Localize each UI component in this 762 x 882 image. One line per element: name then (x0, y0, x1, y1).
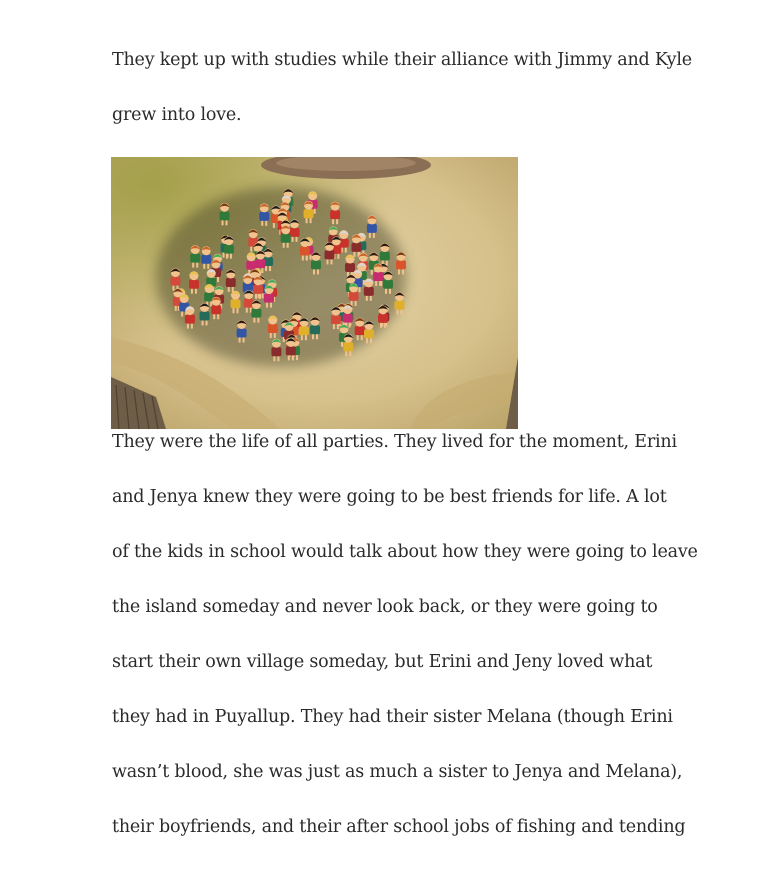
text-line: grew into love. (112, 105, 242, 125)
game-scene-image (111, 157, 518, 429)
text-line: wasn’t blood, she was just as much a sister to Jenya and Melana), (112, 762, 683, 782)
game-scene-crowd-image (111, 157, 518, 429)
text-line: They were the life of all parties. They lived for the moment, Erini (112, 432, 677, 452)
text-line: of the kids in school would talk about how they were going to leave (112, 542, 698, 562)
text-line: and Jenya knew they were going to be best friends for life. A lot (112, 487, 667, 507)
text-line: the island someday and never look back, or they were going to (112, 597, 658, 617)
text-line: they had in Puyallup. They had their sister Melana (though Erini (112, 707, 673, 727)
text-line: their boyfriends, and their after school jobs of fishing and tending (112, 817, 686, 837)
text-line: They kept up with studies while their alliance with Jimmy and Kyle (112, 50, 692, 70)
text-line: start their own village someday, but Erini and Jeny loved what (112, 652, 653, 672)
